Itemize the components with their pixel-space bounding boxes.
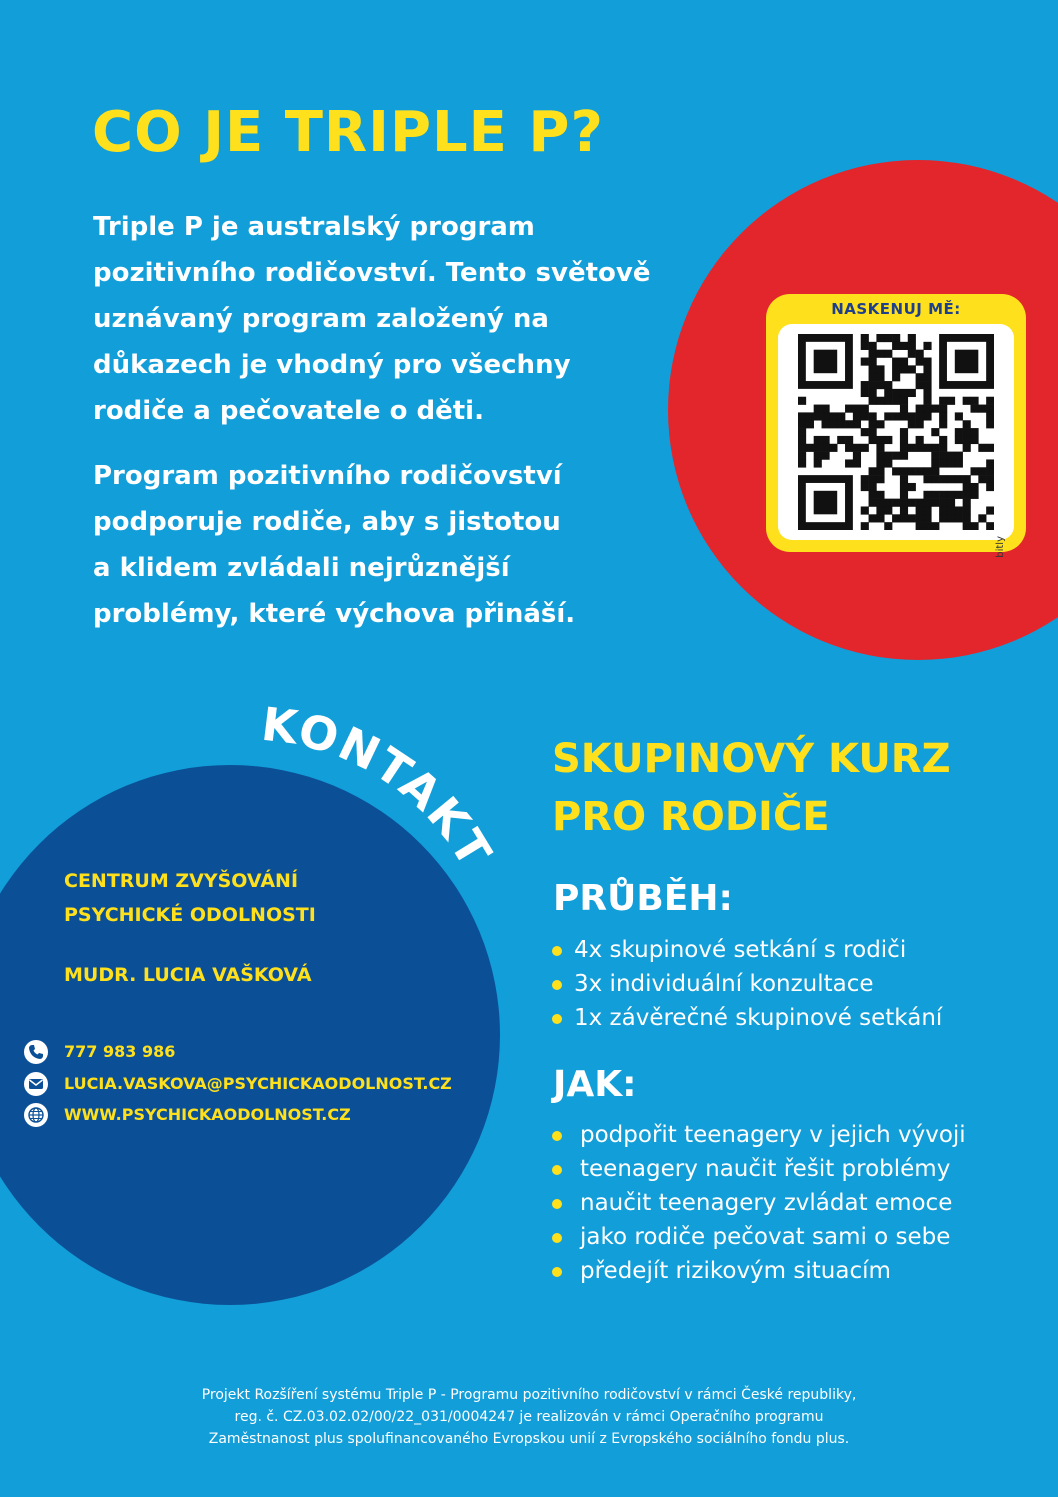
contact-phone[interactable]: 777 983 986: [64, 1042, 176, 1061]
qr-code-image[interactable]: [798, 334, 994, 530]
intro-line: problémy, které výchova přináší.: [93, 599, 576, 629]
intro-line: Program pozitivního rodičovství: [93, 461, 562, 491]
footer-line: reg. č. CZ.03.02.02/00/22_031/0004247 je realizován v rámci Operačního programu: [234, 1409, 824, 1425]
svg-text:KONTAKT: [259, 697, 503, 878]
qr-code-card[interactable]: [766, 294, 1026, 558]
contact-email[interactable]: LUCIA.VASKOVA@PSYCHICKAODOLNOST.CZ: [64, 1074, 452, 1093]
course-title: [552, 730, 1012, 846]
org-line: PSYCHICKÉ ODOLNOSTI: [64, 904, 316, 926]
qr-scan-label: NASKENUJ MĚ:: [831, 300, 961, 318]
bitly-logo: bitly: [995, 536, 1006, 558]
footer-line: Projekt Rozšíření systému Triple P - Programu pozitivního rodičovství v rámci České republiky,: [201, 1387, 857, 1403]
org-line: CENTRUM ZVYŠOVÁNÍ: [64, 870, 299, 892]
phone-icon: [24, 1040, 48, 1064]
kontakt-heading: KONTAKT: [258, 696, 503, 878]
bullet-dot-icon: [552, 1131, 562, 1141]
contact-organization: [64, 864, 464, 932]
contact-website[interactable]: WWW.PSYCHICKAODOLNOST.CZ: [64, 1105, 351, 1124]
footer-note: [0, 1384, 1058, 1450]
intro-line: důkazech je vhodný pro všechny: [93, 350, 571, 380]
bullet-dot-icon: [552, 1267, 562, 1277]
intro-line: podporuje rodiče, aby s jistotou: [93, 507, 561, 537]
bullet-dot-icon: [552, 1014, 562, 1024]
intro-paragraph-1: [93, 204, 693, 434]
bullet-dot-icon: [552, 946, 562, 956]
intro-paragraph-2: [93, 453, 693, 637]
intro-line: uznávaný program založený na: [93, 304, 549, 334]
flyer-page: CO JE TRIPLE P? Triple P je australský program pozitivního rodičovství. Tento světově uznávaný program založený na důkazech je vhodný pro všechny rodiče a pečovatele o děti. Program pozitivního rodičovství podporuje rodiče, aby s jistotou a klidem zvládali nejrůznější problémy, které výchova přináší. NASKENUJ MĚ: bitly KONTAKT CENTRUM ZVYŠOVÁNÍ PSYCHICKÉ ODOLNOSTI MUDR. LUCIA VAŠKOVÁ 777 983 986 LUCIA.VASKOVA@PSYCHICKAODOLNOST.CZ WWW.PSYCHICKAODOLNOST.CZ SKUPINOVÝ KURZ PRO RODIČE PRŮBĚH: 4x skupinové setkání s rodiči 3x individuální konzultace 1x závěrečné skupinové setkání JAK: podpořit teenagery v jejich vývoji teenagery naučit řešit problémy naučit teenagery zvládat emoce jako rodiče pečovat sami o sebe předejít rizikovým situacím Projekt Rozšíření systému Triple P - Programu pozitivního rodičovství v rámci České republiky, reg. č. CZ.03.02.02/00/22_031/0004247 je realizován v rámci Operačního programu Zaměstnanost plus spolufinancovaného Evropskou unií z Evropského sociálního fondu plus.: [0, 0, 1058, 1497]
intro-line: rodiče a pečovatele o děti.: [93, 396, 484, 426]
intro-line: Triple P je australský program: [93, 212, 535, 242]
bullet-dot-icon: [552, 1233, 562, 1243]
intro-line: pozitivního rodičovství. Tento světově: [93, 258, 651, 288]
qr-code-panel: [778, 324, 1014, 558]
course-title-line: PRO RODIČE: [552, 794, 830, 840]
page-title: CO JE TRIPLE P?: [92, 100, 604, 165]
contact-person: MUDR. LUCIA VAŠKOVÁ: [64, 964, 312, 986]
intro-line: a klidem zvládali nejrůznější: [93, 553, 510, 583]
globe-icon: [24, 1103, 48, 1127]
progress-heading: PRŮBĚH:: [553, 878, 733, 919]
bullet-dot-icon: [552, 1199, 562, 1209]
how-heading: JAK:: [553, 1064, 637, 1105]
mail-icon: [24, 1072, 48, 1096]
bullet-dot-icon: [552, 980, 562, 990]
bullet-dot-icon: [552, 1165, 562, 1175]
footer-line: Zaměstnanost plus spolufinancovaného Evropskou unií z Evropského sociálního fondu plus.: [208, 1431, 850, 1447]
course-title-line: SKUPINOVÝ KURZ: [552, 736, 951, 782]
